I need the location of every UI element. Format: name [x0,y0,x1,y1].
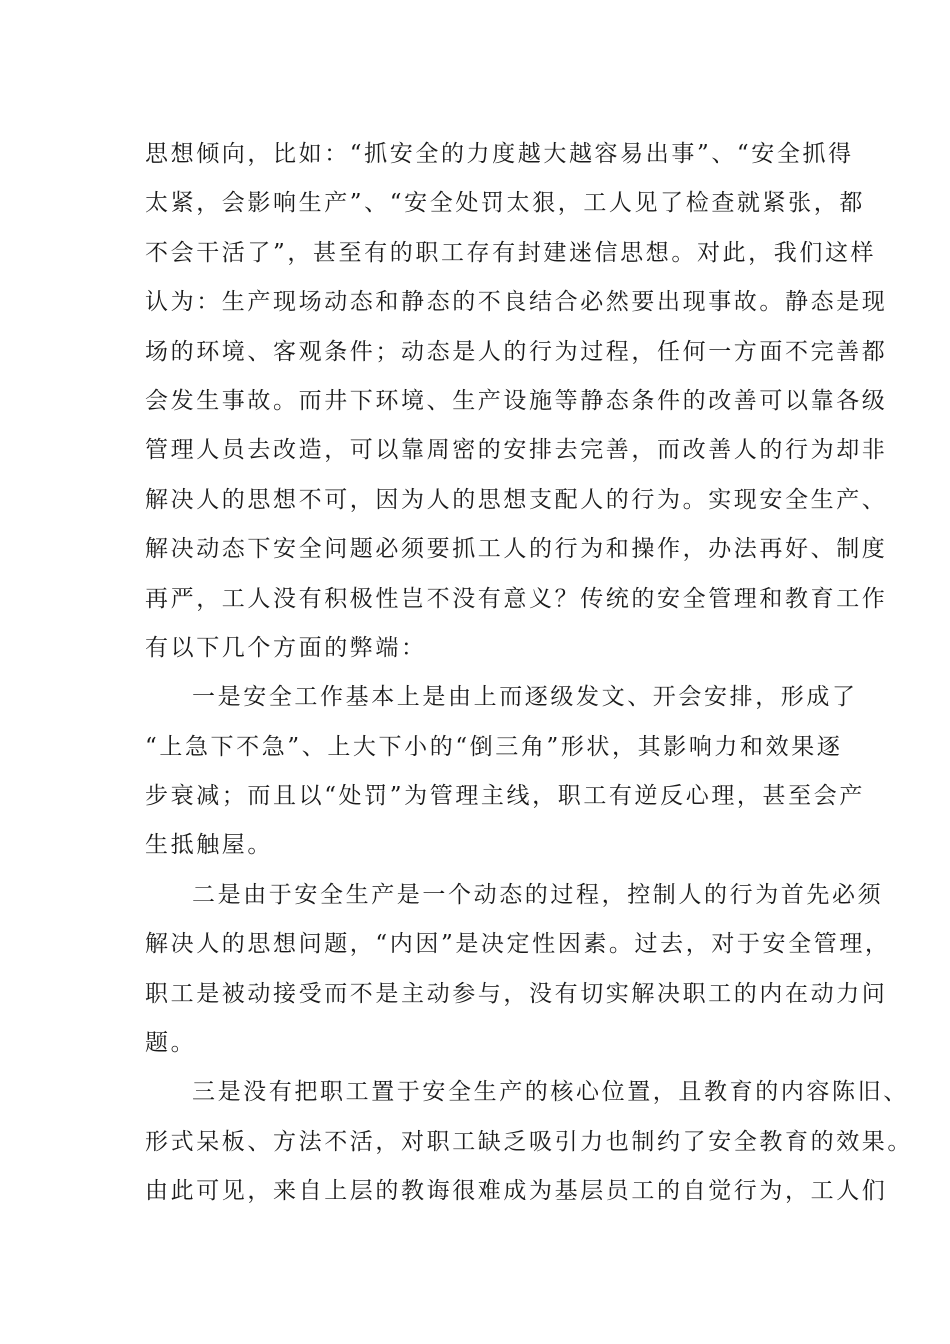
text-line: 解决动态下安全问题必须要抓工人的行为和操作，办法再好、制度 [145,536,888,563]
paragraph-first-line: 二是由于安全生产是一个动态的过程，控制人的行为首先必须 [192,881,884,908]
paragraph-first-line: 三是没有把职工置于安全生产的核心位置，且教育的内容陈旧、 [192,1079,909,1106]
text-line: 解决人的思想不可，因为人的思想支配人的行为。实现安全生产、 [145,486,888,513]
text-line: 会发生事故。而井下环境、生产设施等静态条件的改善可以靠各级 [145,387,888,414]
text-line: 太紧，会影响生产”、“安全处罚太狠，工人见了检查就紧张，都 [145,190,865,217]
text-line: 由此可见，来自上层的教诲很难成为基层员工的自觉行为，工人们 [145,1178,888,1205]
text-line: 场的环境、客观条件；动态是人的行为过程，任何一方面不完善都 [145,338,888,365]
text-line: 思想倾向，比如：“抓安全的力度越大越容易出事”、“安全抓得 [145,141,854,167]
text-line: 生抵触屋。 [145,832,273,859]
text-line: “上急下不急”、上大下小的“倒三角”形状，其影响力和效果逐 [145,733,843,760]
text-line: 不会干活了”，甚至有的职工存有封建迷信思想。对此，我们这样 [145,239,877,266]
paragraph-first-line: 一是安全工作基本上是由上而逐级发文、开会安排，形成了 [192,684,858,711]
text-line: 形式呆板、方法不活，对职工缺乏吸引力也制约了安全教育的效果。 [145,1128,913,1155]
text-line: 认为：生产现场动态和静态的不良结合必然要出现事故。静态是现 [145,289,888,316]
text-line: 题。 [145,1030,197,1057]
text-line: 管理人员去改造，可以靠周密的安排去完善，而改善人的行为却非 [145,437,888,464]
text-line: 再严，工人没有积极性岂不没有意义？传统的安全管理和教育工作 [145,585,888,612]
document-body [145,130,913,1217]
text-line: 职工是被动接受而不是主动参与，没有切实解决职工的内在动力问 [145,980,888,1007]
text-line: 步衰减；而且以“处罚”为管理主线，职工有逆反心理，甚至会产 [145,783,865,810]
text-line: 有以下几个方面的弊端： [145,634,427,661]
text-line: 解决人的思想问题，“内因”是决定性因素。过去，对于安全管理， [145,931,891,958]
